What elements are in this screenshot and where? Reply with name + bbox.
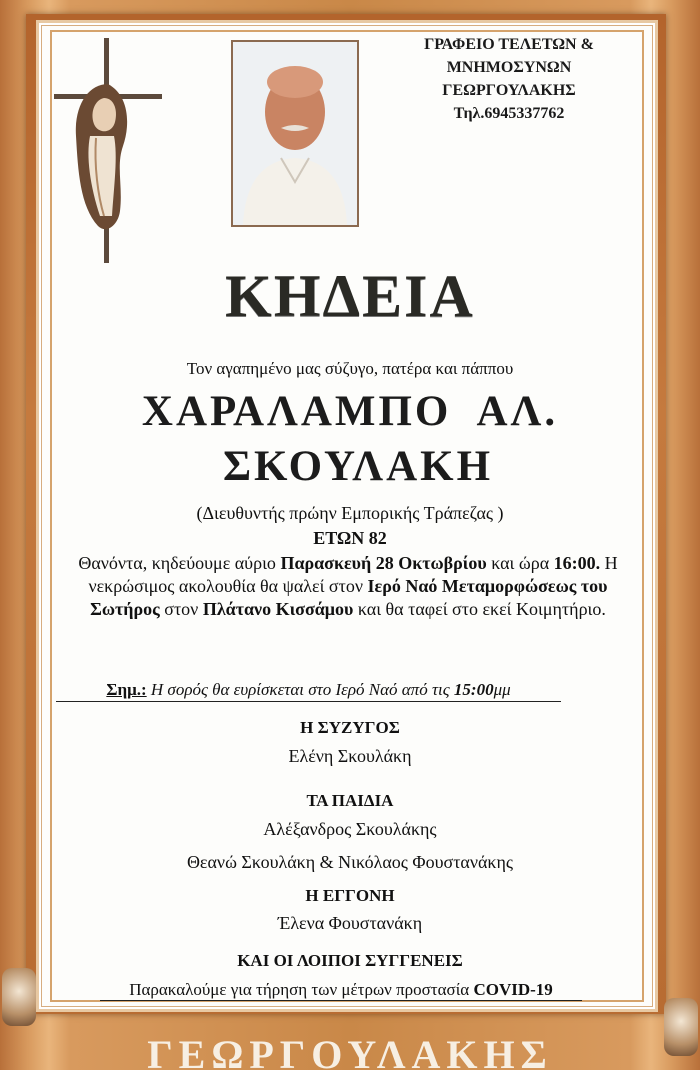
note-time: 15:00 — [453, 680, 494, 699]
notice-title: ΚΗΔΕΙΑ — [225, 263, 475, 329]
details-text-1: Θανόντα, κηδεύουμε αύριο — [78, 553, 281, 573]
portrait-photo — [231, 40, 359, 227]
details-time: 16:00. — [553, 553, 601, 573]
details-text-2: και ώρα — [486, 553, 554, 573]
deceased-age: ΕΤΩΝ 82 — [313, 528, 387, 548]
covid-text: Παρακαλούμε για τήρηση των μέτρων προστασία — [129, 980, 474, 999]
viewing-note — [56, 680, 561, 702]
corner-ornament-left — [2, 968, 36, 1026]
details-date: Παρασκευή 28 Οκτωβρίου — [280, 553, 487, 573]
spouse-names: Ελένη Σκουλάκη — [288, 746, 412, 766]
granddaughter-names: Έλενα Φουστανάκη — [277, 913, 423, 933]
note-text: Η σορός θα ευρίσκεται στο Ιερό Ναό από τις — [146, 680, 454, 699]
covid-note — [100, 980, 582, 1001]
funeral-details — [58, 552, 638, 621]
corner-ornament-right — [664, 998, 698, 1056]
funeral-agency-info — [384, 33, 634, 125]
footer-brand: ΓΕΩΡΓΟΥΛΑΚΗΣ — [147, 1032, 553, 1070]
agency-phone: Τηλ.6945337762 — [453, 105, 565, 122]
deceased-surname: ΣΚΟΥΛΑΚΗ — [222, 443, 494, 490]
note-suffix: μμ — [493, 680, 511, 699]
agency-line2: ΜΝΗΜΟΣΥΝΩΝ — [446, 59, 572, 76]
granddaughter-heading: Η ΕΓΓΟΝΗ — [305, 886, 395, 905]
cross-madonna-icon — [52, 38, 162, 268]
details-village: Πλάτανο Κισσάμου — [202, 599, 354, 619]
details-text-5: και θα ταφεί στο εκεί Κοιμητήριο. — [353, 599, 606, 619]
intro-text: Τον αγαπημένο μας σύζυγο, πατέρα και πάππου — [186, 359, 514, 378]
deceased-role: (Διευθυντής πρώην Εμπορικής Τράπεζας ) — [196, 503, 504, 523]
spouse-heading: Η ΣΥΖΥΓΟΣ — [300, 718, 400, 737]
covid-bold: COVID-19 — [473, 980, 553, 999]
details-text-4: στον — [159, 599, 203, 619]
details-text-3: Η νεκρώσιμος ακολουθία θα ψαλεί στον — [88, 553, 618, 596]
children-heading: ΤΑ ΠΑΙΔΙΑ — [306, 791, 394, 810]
agency-line3: ΓΕΩΡΓΟΥΛΑΚΗΣ — [442, 82, 576, 99]
note-label: Σημ.: — [106, 680, 147, 699]
details-church: Ιερό Ναό Μεταμορφώσεως του Σωτήρος — [90, 576, 608, 619]
deceased-first-name: ΧΑΡΑΛΑΜΠΟ ΑΛ. — [141, 388, 559, 435]
children-name-2: Θεανώ Σκουλάκη & Νικόλαος Φουστανάκης — [186, 852, 514, 872]
children-name-1: Αλέξανδρος Σκουλάκης — [263, 819, 437, 839]
relatives-line: ΚΑΙ ΟΙ ΛΟΙΠΟΙ ΣΥΓΓΕΝΕΙΣ — [237, 951, 463, 970]
agency-line1: ΓΡΑΦΕΙΟ ΤΕΛΕΤΩΝ & — [424, 36, 594, 53]
